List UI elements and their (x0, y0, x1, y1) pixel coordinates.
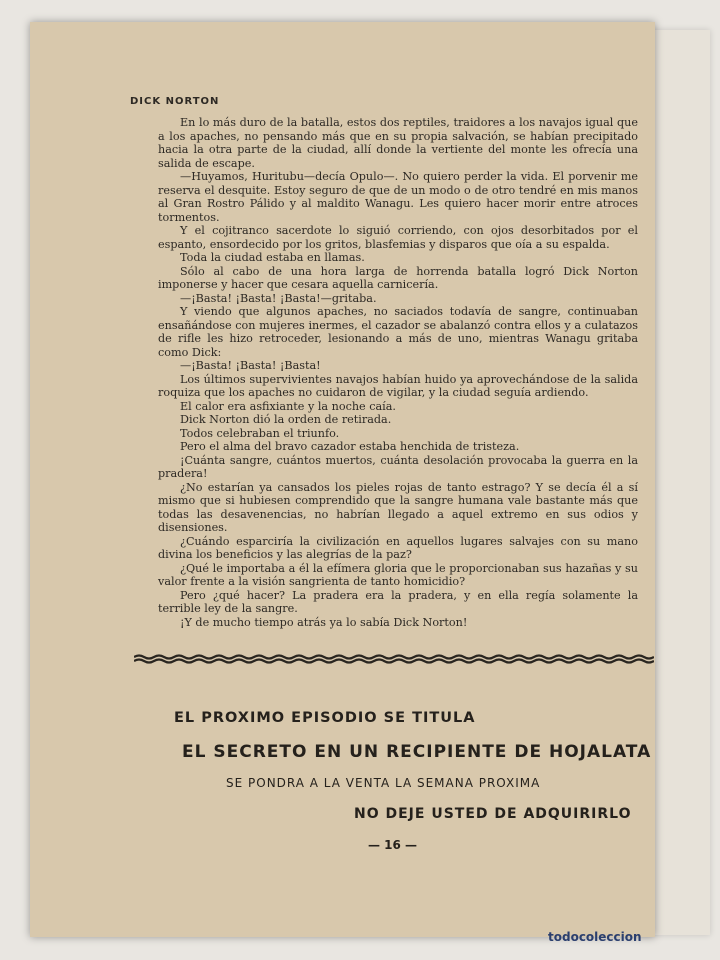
paragraph: Todos celebraban el triunfo. (180, 426, 340, 440)
running-head: DICK NORTON (130, 96, 220, 107)
paragraph: ¿Cuándo esparciría la civilización en aquellos lugares salvajes con su mano divina los beneficios y las alegrías de la paz? (158, 534, 638, 561)
paragraph: Pero ¿qué hacer? La pradera era la pradera, y en ella regía solamente la terrible ley de la sangre. (158, 588, 638, 615)
paragraph: Los últimos supervivientes navajos habían huido ya aprovechándose de la salida roquiza que los apaches no cuidaron de vigilar, y la ciudad seguía ardiendo. (158, 372, 638, 399)
book-page (30, 22, 655, 937)
paragraph: —¡Basta! ¡Basta! ¡Basta!—gritaba. (180, 291, 377, 305)
paragraph: —¡Basta! ¡Basta! ¡Basta! (180, 359, 321, 372)
page-number: — 16 — (368, 838, 418, 852)
paragraph: Y viendo que algunos apaches, no saciados todavía de sangre, continuaban ensañándose con mujeres inermes, el cazador se abalanzó contra ellos y a culatazos de rifle les hizo retroceder, lesionando a más de uno, mientras Wanagu gritaba como Dick: (158, 305, 638, 359)
paragraph: Sólo al cabo de una hora larga de horrenda batalla logró Dick Norton imponerse y hacer que cesara aquella carnicería. (158, 264, 638, 291)
paragraph: ¡Cuánta sangre, cuántos muertos, cuánta desolación provocaba la guerra en la pradera! (158, 453, 638, 480)
paragraph: Toda la ciudad estaba en llamas. (180, 251, 365, 264)
paragraph: Dick Norton dió la orden de retirada. (180, 413, 392, 426)
next-episode-sale-note: SE PONDRA A LA VENTA LA SEMANA PROXIMA (226, 776, 541, 790)
paragraph: ¡Y de mucho tiempo atrás ya lo sabía Dick Norton! (180, 615, 468, 629)
next-episode-cta: NO DEJE USTED DE ADQUIRIRLO (354, 806, 632, 822)
paragraph: Y el cojitranco sacerdote lo siguió corriendo, con ojos desorbitados por el espanto, ensordecido por los gritos, blasfemias y disparos que oía a su espalda. (158, 224, 638, 251)
wavy-divider (134, 654, 654, 664)
paragraph: ¿Qué le importaba a él la efímera gloria que le proporcionaban sus hazañas y su valor frente a la visión sangrienta de tanto homicidio? (158, 561, 638, 588)
watermark: todocoleccion (548, 930, 642, 944)
paragraph: En lo más duro de la batalla, estos dos reptiles, traidores a los navajos igual que a los apaches, no pensando más que en su propia salvación, se habían precipitado hacia la otra parte de la ciudad, allí donde la vertiente del monte les ofrecía una salida de escape. (158, 116, 638, 170)
paragraph: Pero el alma del bravo cazador estaba henchida de tristeza. (180, 440, 520, 453)
paragraph: —Huyamos, Huritubu—decía Opulo—. No quiero perder la vida. El porvenir me reserva el desquite. Estoy seguro de que de un modo o de otro tendré en mis manos al Gran Rostro Pálido y al maldito Wanagu. Les quiero hacer morir entre atroces tormentos. (158, 170, 638, 224)
paragraph: ¿No estarían ya cansados los pieles rojas de tanto estrago? Y se decía él a sí mismo que si hubiesen comprendido que la sangre humana vale bastante más que todas las desavenencias, no habrían llegado a aquel extremo en sus odios y disensiones. (158, 480, 638, 534)
paragraph: El calor era asfixiante y la noche caía. (180, 399, 396, 413)
next-episode-title: EL SECRETO EN UN RECIPIENTE DE HOJALATA (182, 742, 652, 762)
next-episode-intro: EL PROXIMO EPISODIO SE TITULA (174, 710, 476, 726)
body-text (158, 116, 638, 629)
